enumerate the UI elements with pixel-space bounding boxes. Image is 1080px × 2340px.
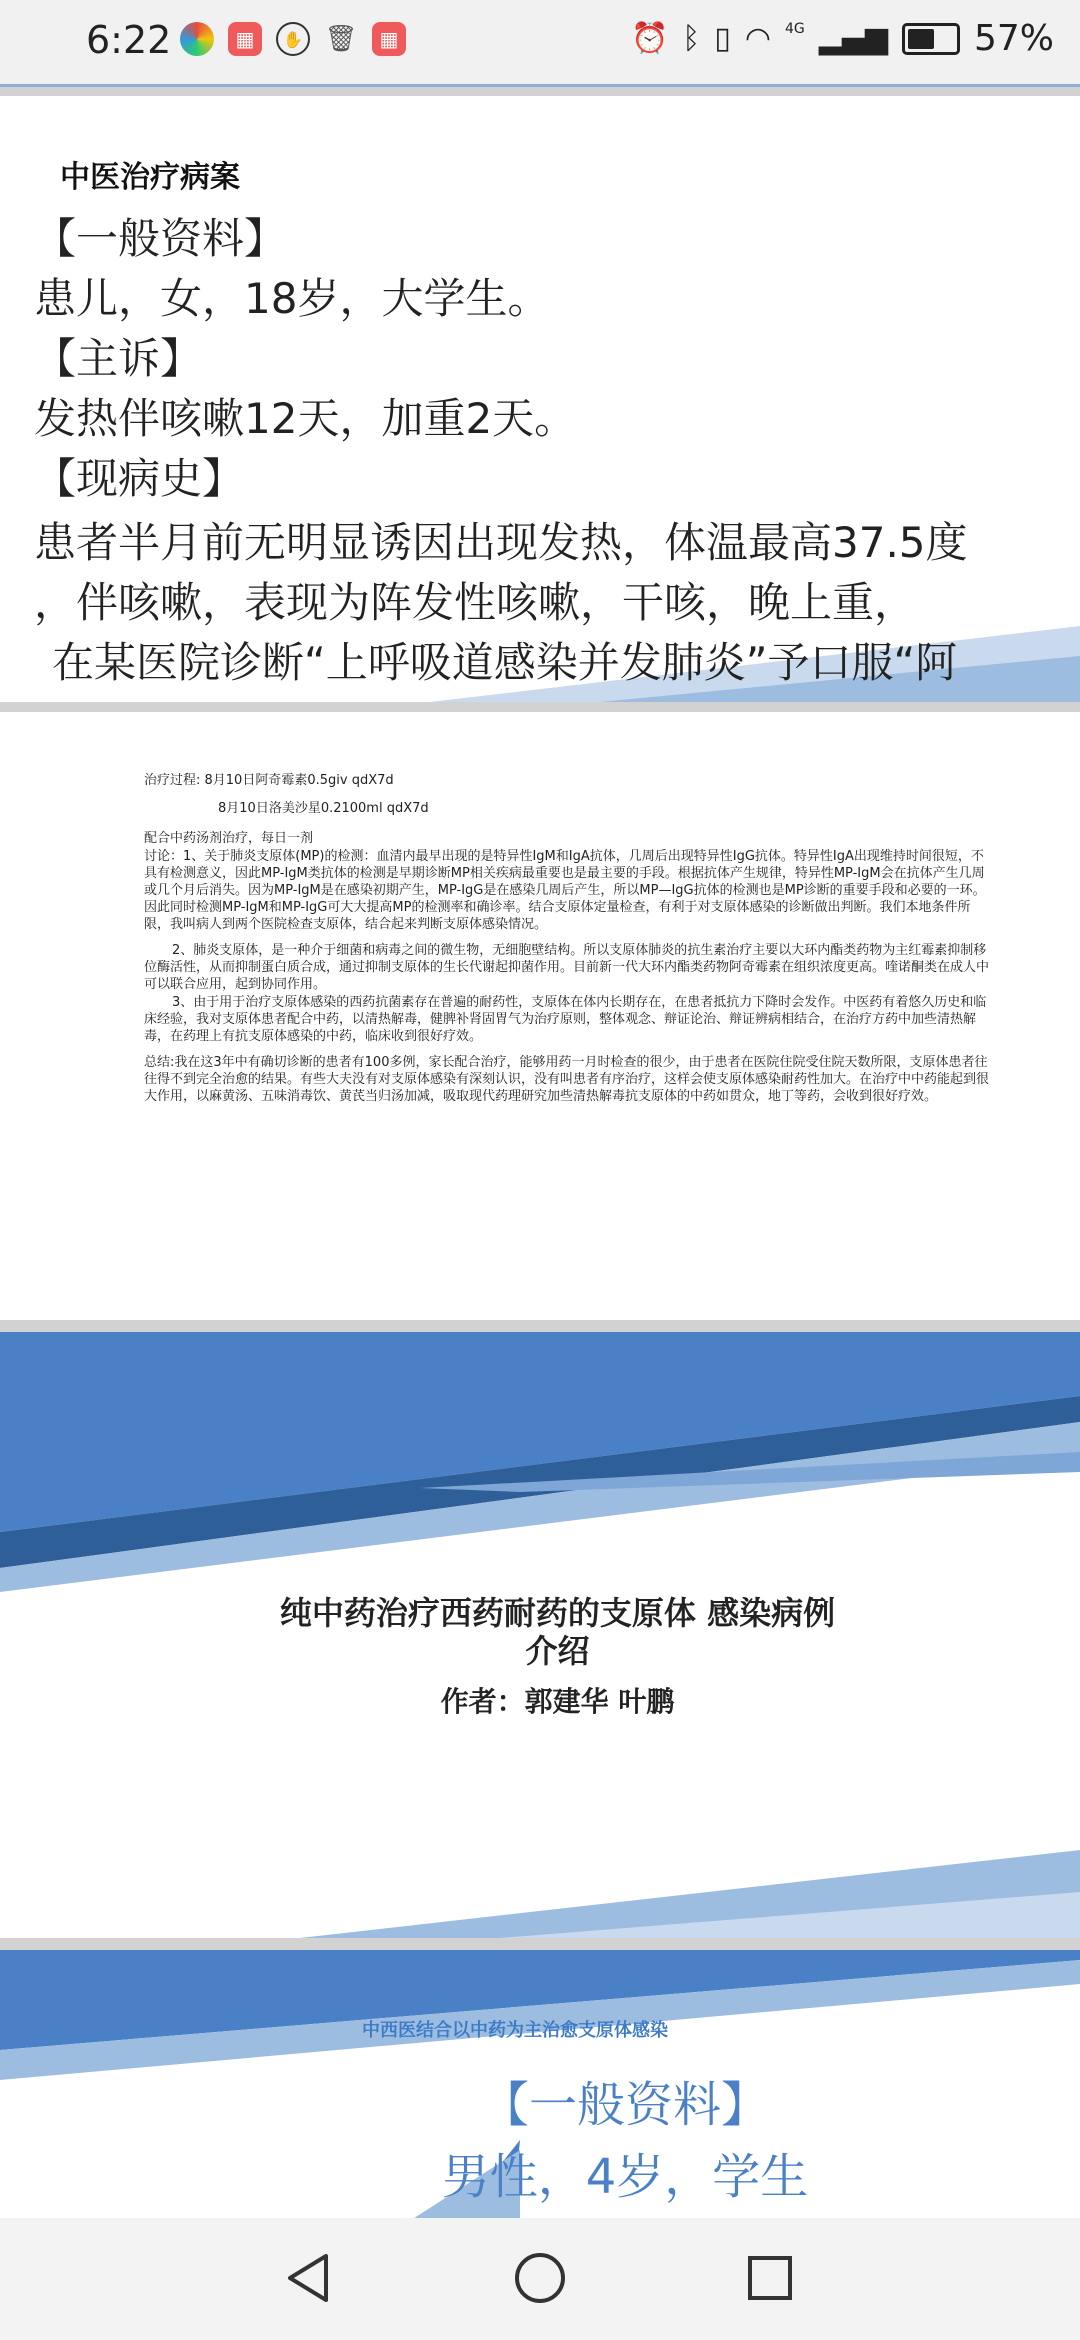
hand-icon: ✋ xyxy=(276,22,310,56)
alarm-icon: ⏰ xyxy=(630,21,669,56)
treatment-line2: 8月10日洛美沙星0.2100ml qdX7d xyxy=(218,801,429,816)
home-circle-icon xyxy=(512,2250,568,2306)
slide-treatment-discussion[interactable] xyxy=(0,712,1080,1320)
para-discussion-2: 2、肺炎支原体，是一种介于细菌和病毒之间的微生物，无细胞壁结构。所以支原体肺炎的抗生素治疗主要以大环内酯类药物为主红霉素抑制移位酶活性，从而抑制蛋白质合成，通过抑制支原体的生长代谢起抑菌作用。目前新一代大环内酯类药物阿奇霉素在组织浓度更高。喹诺酮类在成人中可以联合应用，起到协同作用。 xyxy=(144,943,990,992)
present-illness-line1: 患者半月前无明显诱因出现发热，体温最高37.5度 xyxy=(34,518,968,567)
patient-info: 患儿，女，18岁，大学生。 xyxy=(34,274,550,323)
present-illness-line3: 在某医院诊断“上呼吸道感染并发肺炎”予口服“阿 xyxy=(52,638,958,687)
battery-percent: 57% xyxy=(973,18,1054,59)
signal-icon: ▂▄▆ xyxy=(818,21,888,56)
battery-level-fill xyxy=(908,29,934,49)
slide4-subtitle: 中西医结合以中药为主治愈支原体感染 xyxy=(362,2020,668,2041)
para-summary: 总结:我在这3年中有确切诊断的患者有100多例，家长配合治疗，能够用药一月时检查的很少，由于患者在医院住院受住院天数所限，支原体患者往往得不到完全治愈的结果。有些大夫没有对支原体感染有深刻认识，没有叫患者有序治疗，这样会使支原体感染耐药性加大。在治疗中中药能起到很大作用，以麻黄汤、五味消毒饮、黄芪当归汤加减，吸取现代药理研究加些清热解毒抗支原体的中药如贯众，地丁等药，会收到很好疗效。 xyxy=(144,1055,990,1104)
slide-case-record[interactable] xyxy=(0,96,1080,702)
status-time: 6:22 xyxy=(86,18,172,62)
status-bar xyxy=(0,0,1080,84)
section-general-info: 【一般资料】 xyxy=(34,214,287,263)
recents-button[interactable] xyxy=(740,2248,800,2308)
slide3-title-line1: 纯中药治疗西药耐药的支原体 感染病例 xyxy=(279,1594,836,1632)
para-discussion-1: 讨论：1、关于肺炎支原体(MP)的检测：血清内最早出现的是特异性IgM和IgA抗体，几周后出现特异性IgG抗体。特异性IgA出现维持时间很短，不具有检测意义，因此MP-IgM类抗体的检测是早期诊断MP相关疾病最重要也是最主要的手段。根据抗体产生规律，特异性MP-IgM会在抗体产生几周或几个月后消失。因为MP-IgM是在感染初期产生，MP-IgG是在感染几周后产生，所以MP—IgG抗体的检测也是MP诊断的重要手段和必要的一环。因此同时检测MP-IgM和MP-IgG可大大提高MP的检测率和确诊率。结合支原体定量检查，有利于对支原体感染的诊断做出判断。我们本地条件所限，我叫病人到两个医院检查支原体，结合起来判断支原体感染情况。 xyxy=(144,849,986,932)
treatment-line1: 治疗过程: 8月10日阿奇霉素0.5giv qdX7d xyxy=(144,773,394,788)
slide3-title-line2: 介绍 xyxy=(525,1632,590,1670)
para-discussion-3: 3、由于用于治疗支原体感染的西药抗菌素存在普遍的耐药性，支原体在体内长期存在，在患者抵抗力下降时会发作。中医药有着悠久历史和临床经验，我对支原体患者配合中药，以清热解毒，健脾补肾固胃气为治疗原则，整体观念、辩证论治、辩证辨病相结合，在治疗方药中加些清热解毒，在药理上有抗支原体感染的中药，临床收到很好疗效。 xyxy=(144,995,987,1044)
pinwheel-app-icon xyxy=(180,22,214,56)
chief-complaint: 发热伴咳嗽12天，加重2天。 xyxy=(34,394,577,443)
para-herbal: 配合中药汤剂治疗，每日一剂 xyxy=(144,831,314,846)
status-bar-divider xyxy=(0,84,1080,87)
cleaner-icon: 🗑 xyxy=(324,24,358,54)
bluetooth-icon: ᛒ xyxy=(682,21,701,56)
slide1-heading: 中医治疗病案 xyxy=(60,160,240,195)
recents-square-icon xyxy=(745,2253,795,2303)
present-illness-line2: ，伴咳嗽，表现为阵发性咳嗽，干咳，晚上重， xyxy=(34,578,917,627)
section-chief-complaint: 【主诉】 xyxy=(34,334,203,383)
calendar-app-icon: ▦ xyxy=(228,22,262,56)
system-status-icons xyxy=(631,18,1054,59)
network-type: 4G xyxy=(785,20,805,37)
back-triangle-icon xyxy=(284,2252,332,2304)
notification-icons xyxy=(180,22,406,56)
battery-icon xyxy=(902,23,960,55)
vibrate-icon: ▯ xyxy=(714,21,731,56)
wifi-icon: ◠ xyxy=(744,21,771,56)
calendar-app-icon-2: ▦ xyxy=(372,22,406,56)
navigation-bar xyxy=(0,2218,1080,2340)
back-button[interactable] xyxy=(278,2248,338,2308)
slide4-patient-info: 男性，4岁，学生 xyxy=(441,2149,809,2205)
slide-title[interactable] xyxy=(0,1332,1080,1938)
slide3-author: 作者：郭建华 叶鹏 xyxy=(440,1685,675,1718)
section-present-illness: 【现病史】 xyxy=(34,454,245,503)
home-button[interactable] xyxy=(510,2248,570,2308)
slide4-section-general: 【一般资料】 xyxy=(480,2077,769,2133)
